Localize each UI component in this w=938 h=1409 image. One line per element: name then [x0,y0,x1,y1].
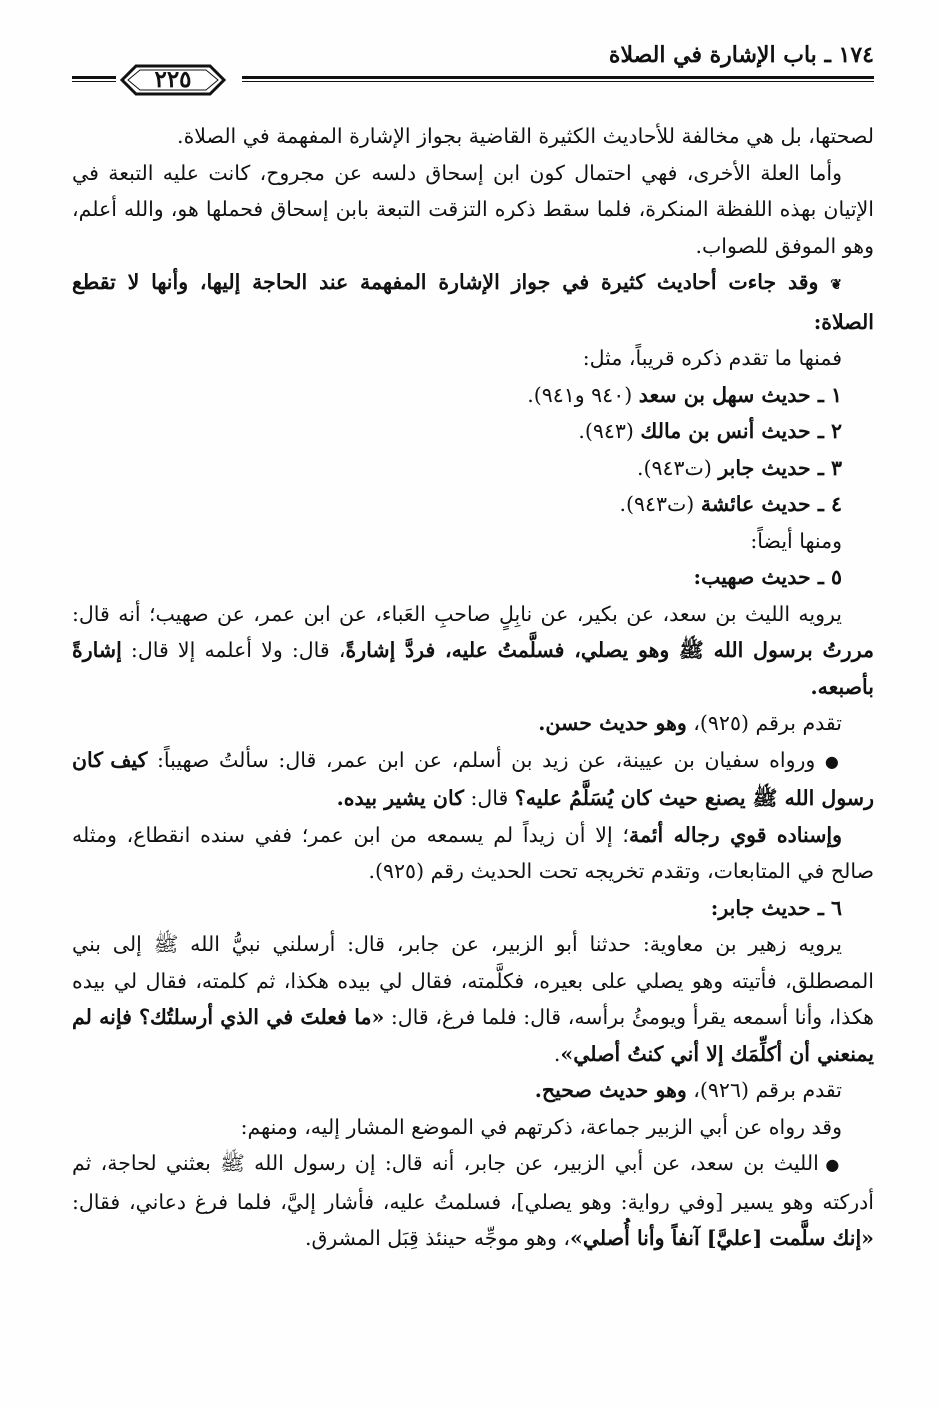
list-item-ref: (٩٤٣). [578,419,641,443]
header-rule-thin [242,81,874,82]
list-item [72,486,874,523]
bullet-icon: ● [824,751,842,771]
paragraph: لصحتها، بل هي مخالفة للأحاديث الكثيرة القاضية بجواز الإشارة المفهمة في الصلاة. [177,124,874,148]
text-run: يرويه زهير بن معاوية: حدثنا أبو الزبير، عن جابر، قال: أرسلني نبيُّ الله ﷺ إلى بني المصطلق، فأتيته وهو يصلي على بعيره، فكلَّمته، فقال لي بيده هكذا، ثم كلمته، فقال لي بيده هكذا، وأنا أسمعه يقرأ ويومئُ برأسه، قال: فلما فرغ، قال: [72,932,874,1029]
paragraph [72,1145,874,1257]
section-intro-text: وقد جاءت أحاديث كثيرة في جواز الإشارة المفهمة عند الحاجة إليها، وأنها لا تقطع الصلاة: [72,270,874,334]
page-body [72,118,874,1257]
paragraph: فمنها ما تقدم ذكره قريباً، مثل: [582,346,842,370]
text-run: يرويه الليث بن سعد، عن بكير، عن نابِلٍ صاحبِ العَباء، عن ابن عمر، عن صهيب؛ أنه قال: [72,601,842,626]
text-run: ؛ إلا أن زيداً لم يسمعه من ابن عمر؛ ففي سنده انقطاع، ومثله صالح في المتابعات، وتقدم تخريجه تحت الحديث رقم (٩٢٥). [72,822,874,883]
list-item-ref: (ت٩٤٣). [619,492,701,516]
paragraph [72,596,874,706]
quote: مررتُ برسول الله ﷺ وهو يصلي، فسلَّمتُ عليه، فردَّ إشارةً [345,638,874,662]
ornament-icon: ❦ [830,277,842,293]
list-item [72,413,874,450]
paragraph: ومنها أيضاً: [750,528,842,553]
quote: كيف كان رسول الله ﷺ يصنع حيث كان يُسَلَّمُ عليه؟ [72,747,874,810]
text-run: . [553,1041,561,1066]
quote: «ما فعلتَ في الذي أرسلتُك؟ فإنه لم يمنعني أن أكلِّمَك إلا أني كنتُ أصلي» [72,1005,874,1066]
paragraph [72,742,874,817]
ornament-rule-left [72,76,116,79]
header-rule [242,76,874,79]
list-item-label: ٣ ـ حديث جابر [718,455,842,480]
hadith-heading: ٥ ـ حديث صهيب: [693,565,842,589]
paragraph [72,1072,874,1109]
paragraph: وأما العلة الأخرى، فهي احتمال كون ابن إسحاق دلسه عن مجروح، كانت عليه التبعة في الإتيان بهذه اللفظة المنكرة، فلما سقط ذكره التزقت التبعة بابن إسحاق فحملها هو، والله أعلم، وهو الموفق للصواب. [72,160,874,258]
bullet-icon: ● [825,1155,842,1174]
paragraph [72,817,874,890]
quote: كان يشير بيده. [336,786,464,810]
hadith-heading: ٦ ـ حديث جابر: [710,895,842,920]
quote: «إنك سلَّمت [عليَّ] آنفاً وأنا أُصلي» [570,1226,874,1250]
grading: وهو حديث حسن. [538,711,687,735]
text-run: ورواه سفيان بن عيينة، عن زيد بن أسلم، عن ابن عمر، قال: سألتُ صهيباً: [147,747,825,772]
page-number: ٢٢٥ [154,66,192,93]
text-run: قال: [463,786,515,810]
list-item-label: ٢ ـ حديث أنس بن مالك [640,419,842,443]
paragraph [72,926,874,1072]
paragraph [72,705,874,742]
list-item-label: ١ ـ حديث سهل بن سعد [638,382,842,407]
text-run: تقدم برقم (٩٢٦)، [686,1078,842,1102]
list-item [72,450,874,487]
ornament-rule-left-thin [72,81,116,82]
page-number-ornament [118,60,228,100]
list-item-ref: (٩٤٠ و٩٤١). [527,382,639,407]
list-item-label: ٤ ـ حديث عائشة [700,492,842,516]
text-run: ، قال: ولا أعلمه إلا قال: [121,638,346,662]
list-item [72,377,874,414]
grading: وإسناده قوي رجاله أئمة [628,822,842,847]
text-run: الليث بن سعد، عن أبي الزبير، عن جابر، أنه قال: إن رسول الله ﷺ بعثني لحاجة، ثم أدركته وهو يسير [وفي رواية: وهو يصلي]، فسلمتُ عليه، فأشار إليَّ، فلما فرغ دعاني، فقال: [72,1151,874,1214]
text-run: تقدم برقم (٩٢٥)، [686,711,842,735]
section-intro [72,264,874,340]
text-run: ، وهو موجِّه حينئذ قِبَل المشرق. [304,1226,571,1250]
list-item-ref: (ت٩٤٣). [636,455,719,480]
page-header [72,40,874,110]
grading: وهو حديث صحيح. [534,1078,687,1102]
running-title: ١٧٤ ـ باب الإشارة في الصلاة [608,42,874,68]
paragraph: وقد رواه عن أبي الزبير جماعة، ذكرتهم في الموضع المشار إليه، ومنهم: [240,1114,842,1139]
quote: إشارةً بأصبعه. [72,638,874,699]
